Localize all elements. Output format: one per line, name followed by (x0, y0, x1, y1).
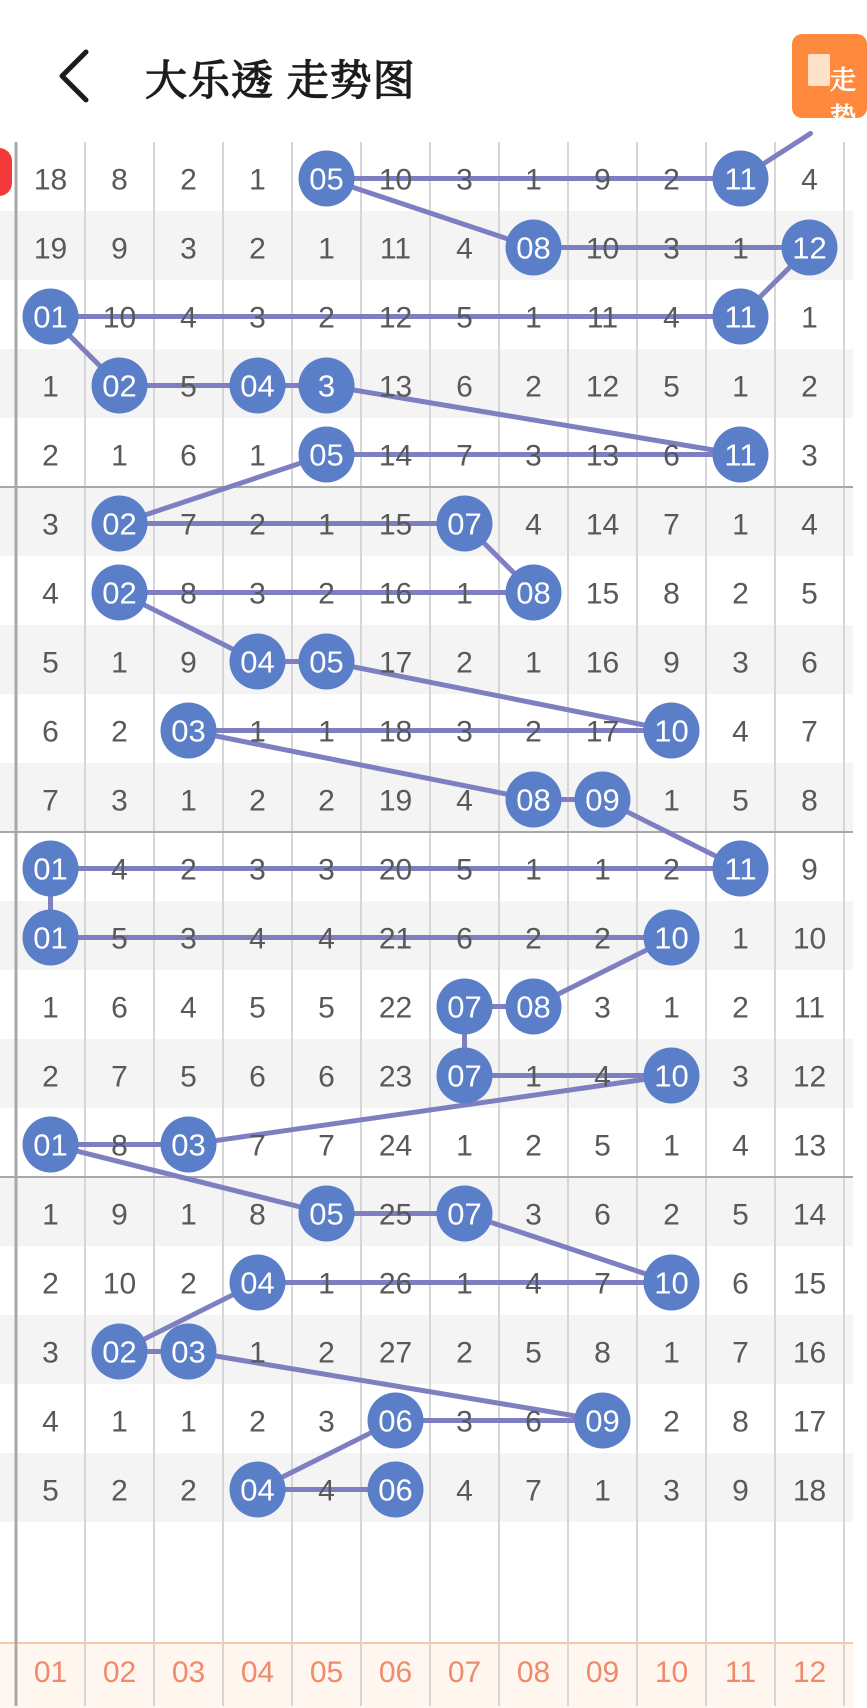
miss-count: 3 (111, 784, 128, 818)
miss-count: 12 (792, 1060, 827, 1094)
ball-number: 02 (102, 575, 137, 611)
row-band (0, 763, 853, 832)
miss-count: 19 (33, 232, 68, 266)
action-button-label: 走势 (830, 65, 857, 132)
miss-count: 2 (318, 1336, 335, 1370)
miss-count: 2 (525, 1129, 542, 1163)
ball-number: 07 (447, 989, 482, 1025)
miss-count: 11 (379, 232, 412, 266)
miss-count: 14 (585, 508, 620, 542)
miss-count: 4 (42, 1405, 59, 1439)
miss-count: 5 (180, 370, 197, 404)
miss-count: 6 (111, 991, 128, 1025)
miss-count: 6 (249, 1060, 266, 1094)
ball-number: 04 (240, 1265, 275, 1301)
miss-count: 3 (456, 163, 473, 197)
miss-count: 3 (456, 715, 473, 749)
miss-count: 27 (378, 1336, 413, 1370)
miss-count: 5 (318, 991, 335, 1025)
ball-number: 02 (102, 506, 137, 542)
miss-count: 5 (42, 646, 59, 680)
ball-number: 05 (309, 644, 344, 680)
miss-count: 10 (378, 163, 413, 197)
miss-count: 1 (663, 1336, 680, 1370)
miss-count: 7 (663, 508, 680, 542)
ball-number: 06 (378, 1403, 413, 1439)
miss-count: 1 (456, 577, 473, 611)
miss-count: 6 (594, 1198, 611, 1232)
miss-count: 1 (456, 1267, 473, 1301)
miss-count: 1 (525, 1060, 542, 1094)
page-title: 大乐透 走势图 (145, 57, 416, 104)
miss-count: 2 (180, 1474, 197, 1508)
miss-count: 17 (585, 715, 620, 749)
miss-count: 3 (180, 232, 197, 266)
miss-count: 1 (525, 301, 542, 335)
miss-count: 2 (249, 784, 266, 818)
miss-count: 1 (663, 991, 680, 1025)
ball-number: 04 (240, 368, 275, 404)
miss-count: 3 (42, 508, 59, 542)
miss-count: 6 (663, 439, 680, 473)
ball-number: 11 (724, 299, 757, 335)
miss-count: 2 (111, 715, 128, 749)
miss-count: 3 (249, 853, 266, 887)
ball-number: 01 (33, 299, 68, 335)
miss-count: 4 (42, 577, 59, 611)
miss-count: 15 (378, 508, 413, 542)
footer-column-label: 02 (102, 1656, 137, 1689)
miss-count: 7 (318, 1129, 335, 1163)
miss-count: 9 (111, 1198, 128, 1232)
ball-number: 08 (516, 575, 551, 611)
miss-count: 3 (249, 301, 266, 335)
miss-count: 5 (180, 1060, 197, 1094)
miss-count: 3 (732, 646, 749, 680)
miss-count: 1 (318, 715, 335, 749)
miss-count: 1 (663, 784, 680, 818)
miss-count: 8 (180, 577, 197, 611)
ball-number: 05 (309, 1196, 344, 1232)
miss-count: 17 (792, 1405, 827, 1439)
miss-count: 1 (663, 1129, 680, 1163)
miss-count: 1 (180, 1405, 197, 1439)
miss-count: 8 (249, 1198, 266, 1232)
miss-count: 6 (801, 646, 818, 680)
footer-column-label: 07 (447, 1656, 482, 1689)
miss-count: 8 (111, 163, 128, 197)
miss-count: 9 (801, 853, 818, 887)
footer-column-label: 04 (240, 1656, 275, 1689)
miss-count: 9 (111, 232, 128, 266)
miss-count: 18 (792, 1474, 827, 1508)
miss-count: 6 (318, 1060, 335, 1094)
miss-count: 13 (792, 1129, 827, 1163)
miss-count: 2 (318, 784, 335, 818)
miss-count: 3 (249, 577, 266, 611)
ball-number: 05 (309, 437, 344, 473)
ball-number: 08 (516, 989, 551, 1025)
miss-count: 7 (42, 784, 59, 818)
miss-count: 4 (111, 853, 128, 887)
miss-count: 5 (456, 853, 473, 887)
miss-count: 5 (249, 991, 266, 1025)
miss-count: 16 (585, 646, 620, 680)
ball-number: 08 (516, 782, 551, 818)
miss-count: 7 (801, 715, 818, 749)
ball-number: 3 (317, 368, 336, 404)
miss-count: 2 (663, 163, 680, 197)
miss-count: 1 (249, 1336, 266, 1370)
miss-count: 26 (378, 1267, 413, 1301)
miss-count: 4 (525, 508, 542, 542)
miss-count: 1 (732, 922, 749, 956)
miss-count: 15 (792, 1267, 827, 1301)
miss-count: 9 (594, 163, 611, 197)
miss-count: 2 (594, 922, 611, 956)
trend-chart (0, 142, 853, 1706)
miss-count: 2 (42, 439, 59, 473)
miss-count: 2 (318, 577, 335, 611)
miss-count: 3 (663, 232, 680, 266)
miss-count: 1 (801, 301, 818, 335)
ball-number: 02 (102, 1334, 137, 1370)
ball-number: 09 (585, 1403, 620, 1439)
miss-count: 8 (663, 577, 680, 611)
document-icon (808, 54, 830, 86)
footer-column-label: 08 (516, 1656, 551, 1689)
ball-number: 01 (33, 851, 68, 887)
miss-count: 4 (456, 784, 473, 818)
miss-count: 3 (318, 1405, 335, 1439)
miss-count: 4 (180, 991, 197, 1025)
ball-number: 09 (585, 782, 620, 818)
miss-count: 4 (663, 301, 680, 335)
notification-dot (0, 148, 12, 196)
miss-count: 1 (456, 1129, 473, 1163)
miss-count: 18 (33, 163, 68, 197)
miss-count: 1 (42, 1198, 59, 1232)
ball-number: 11 (724, 161, 757, 197)
miss-count: 1 (318, 232, 335, 266)
miss-count: 4 (318, 1474, 335, 1508)
trend-action-button[interactable] (792, 34, 867, 132)
miss-count: 3 (456, 1405, 473, 1439)
ball-number: 11 (724, 437, 757, 473)
miss-count: 1 (111, 1405, 128, 1439)
miss-count: 3 (318, 853, 335, 887)
miss-count: 3 (525, 1198, 542, 1232)
miss-count: 6 (180, 439, 197, 473)
miss-count: 4 (180, 301, 197, 335)
miss-count: 3 (663, 1474, 680, 1508)
miss-count: 6 (456, 370, 473, 404)
footer-column-label: 06 (378, 1656, 413, 1689)
ball-number: 03 (171, 713, 206, 749)
miss-count: 1 (180, 1198, 197, 1232)
miss-count: 18 (378, 715, 413, 749)
ball-number: 04 (240, 644, 275, 680)
footer-column-label: 03 (171, 1656, 206, 1689)
miss-count: 16 (792, 1336, 827, 1370)
miss-count: 21 (378, 922, 413, 956)
miss-count: 2 (42, 1060, 59, 1094)
miss-count: 3 (42, 1336, 59, 1370)
miss-count: 14 (378, 439, 413, 473)
miss-count: 6 (456, 922, 473, 956)
miss-count: 5 (525, 1336, 542, 1370)
miss-count: 1 (318, 508, 335, 542)
miss-count: 10 (102, 301, 137, 335)
miss-count: 1 (249, 439, 266, 473)
miss-count: 5 (801, 577, 818, 611)
ball-number: 08 (516, 230, 551, 266)
miss-count: 9 (663, 646, 680, 680)
ball-number: 12 (792, 230, 827, 266)
miss-count: 5 (111, 922, 128, 956)
miss-count: 4 (249, 922, 266, 956)
ball-number: 10 (654, 1265, 689, 1301)
ball-number: 06 (378, 1472, 413, 1508)
miss-count: 5 (594, 1129, 611, 1163)
miss-count: 7 (594, 1267, 611, 1301)
footer-column-label: 09 (585, 1656, 620, 1689)
miss-count: 2 (663, 853, 680, 887)
miss-count: 2 (111, 1474, 128, 1508)
ball-number: 07 (447, 506, 482, 542)
miss-count: 2 (663, 1198, 680, 1232)
ball-number: 07 (447, 1196, 482, 1232)
miss-count: 20 (378, 853, 413, 887)
ball-number: 01 (33, 1127, 68, 1163)
miss-count: 13 (378, 370, 413, 404)
miss-count: 1 (111, 646, 128, 680)
miss-count: 1 (249, 715, 266, 749)
miss-count: 24 (378, 1129, 413, 1163)
miss-count: 3 (732, 1060, 749, 1094)
miss-count: 5 (456, 301, 473, 335)
miss-count: 15 (585, 577, 620, 611)
miss-count: 2 (801, 370, 818, 404)
miss-count: 5 (732, 784, 749, 818)
miss-count: 19 (378, 784, 413, 818)
miss-count: 1 (732, 370, 749, 404)
miss-count: 7 (456, 439, 473, 473)
miss-count: 1 (525, 853, 542, 887)
miss-count: 2 (663, 1405, 680, 1439)
miss-count: 1 (732, 232, 749, 266)
ball-number: 11 (724, 851, 757, 887)
miss-count: 2 (732, 577, 749, 611)
miss-count: 2 (42, 1267, 59, 1301)
ball-number: 01 (33, 920, 68, 956)
ball-number: 02 (102, 368, 137, 404)
miss-count: 7 (249, 1129, 266, 1163)
miss-count: 4 (594, 1060, 611, 1094)
miss-count: 9 (180, 646, 197, 680)
footer-column-label: 12 (792, 1656, 827, 1689)
miss-count: 4 (801, 508, 818, 542)
miss-count: 4 (732, 715, 749, 749)
miss-count: 1 (594, 853, 611, 887)
miss-count: 4 (525, 1267, 542, 1301)
miss-count: 23 (378, 1060, 413, 1094)
footer-column-label: 01 (33, 1656, 68, 1689)
miss-count: 1 (111, 439, 128, 473)
miss-count: 2 (456, 1336, 473, 1370)
row-band (0, 1039, 853, 1108)
miss-count: 1 (525, 163, 542, 197)
miss-count: 22 (378, 991, 413, 1025)
miss-count: 2 (732, 991, 749, 1025)
miss-count: 7 (525, 1474, 542, 1508)
ball-number: 10 (654, 713, 689, 749)
miss-count: 12 (378, 301, 413, 335)
ball-number: 03 (171, 1127, 206, 1163)
miss-count: 2 (525, 922, 542, 956)
footer-column-label: 11 (724, 1656, 757, 1689)
miss-count: 2 (180, 1267, 197, 1301)
footer-column-label: 05 (309, 1656, 344, 1689)
miss-count: 3 (525, 439, 542, 473)
miss-count: 12 (585, 370, 620, 404)
miss-count: 9 (732, 1474, 749, 1508)
ball-number: 04 (240, 1472, 275, 1508)
miss-count: 6 (525, 1405, 542, 1439)
miss-count: 16 (378, 577, 413, 611)
miss-count: 10 (585, 232, 620, 266)
ball-number: 10 (654, 1058, 689, 1094)
ball-number: 07 (447, 1058, 482, 1094)
miss-count: 3 (801, 439, 818, 473)
miss-count: 14 (792, 1198, 827, 1232)
miss-count: 2 (249, 1405, 266, 1439)
ball-number: 05 (309, 161, 344, 197)
miss-count: 3 (180, 922, 197, 956)
miss-count: 13 (585, 439, 620, 473)
miss-count: 6 (732, 1267, 749, 1301)
miss-count: 5 (663, 370, 680, 404)
miss-count: 1 (180, 784, 197, 818)
miss-count: 3 (594, 991, 611, 1025)
miss-count: 11 (793, 991, 826, 1025)
miss-count: 1 (525, 646, 542, 680)
miss-count: 4 (732, 1129, 749, 1163)
miss-count: 2 (456, 646, 473, 680)
miss-count: 8 (732, 1405, 749, 1439)
ball-number: 03 (171, 1334, 206, 1370)
miss-count: 2 (525, 715, 542, 749)
footer-column-label: 10 (654, 1656, 689, 1689)
miss-count: 4 (456, 1474, 473, 1508)
miss-count: 11 (586, 301, 619, 335)
miss-count: 4 (456, 232, 473, 266)
miss-count: 6 (42, 715, 59, 749)
miss-count: 2 (249, 232, 266, 266)
miss-count: 1 (42, 370, 59, 404)
miss-count: 1 (318, 1267, 335, 1301)
miss-count: 4 (318, 922, 335, 956)
miss-count: 17 (378, 646, 413, 680)
miss-count: 2 (180, 163, 197, 197)
miss-count: 7 (732, 1336, 749, 1370)
miss-count: 1 (732, 508, 749, 542)
miss-count: 8 (111, 1129, 128, 1163)
chevron-left-icon[interactable] (50, 44, 100, 108)
header (0, 0, 857, 142)
miss-count: 5 (42, 1474, 59, 1508)
miss-count: 2 (249, 508, 266, 542)
miss-count: 1 (42, 991, 59, 1025)
miss-count: 2 (180, 853, 197, 887)
miss-count: 2 (318, 301, 335, 335)
miss-count: 8 (594, 1336, 611, 1370)
miss-count: 1 (249, 163, 266, 197)
miss-count: 25 (378, 1198, 413, 1232)
miss-count: 4 (801, 163, 818, 197)
miss-count: 2 (525, 370, 542, 404)
miss-count: 7 (180, 508, 197, 542)
miss-count: 7 (111, 1060, 128, 1094)
miss-count: 5 (732, 1198, 749, 1232)
miss-count: 10 (792, 922, 827, 956)
miss-count: 8 (801, 784, 818, 818)
miss-count: 1 (594, 1474, 611, 1508)
ball-number: 10 (654, 920, 689, 956)
miss-count: 10 (102, 1267, 137, 1301)
row-band (0, 1453, 853, 1522)
